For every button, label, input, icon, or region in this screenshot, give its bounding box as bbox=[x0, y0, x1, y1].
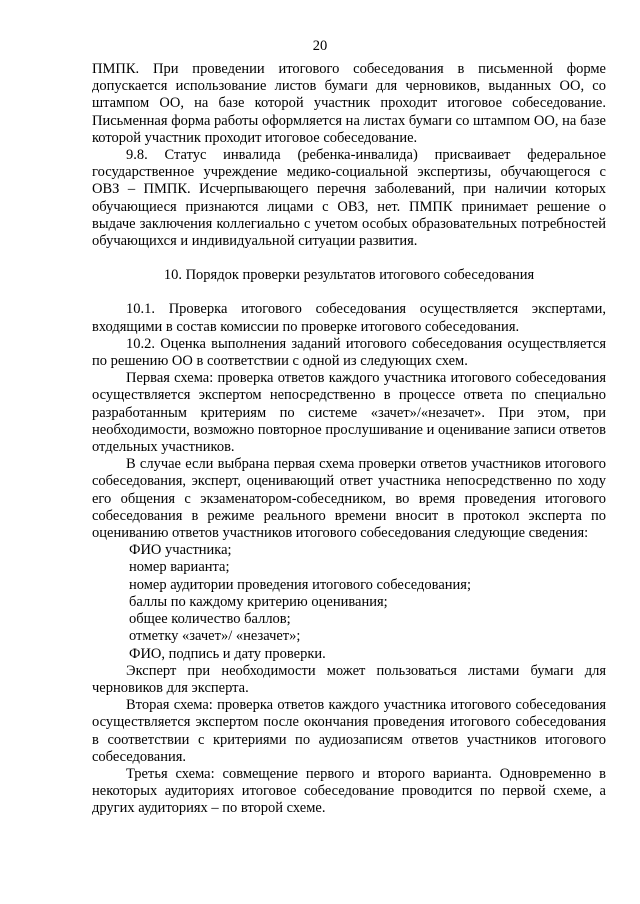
paragraph-9-8: 9.8. Статус инвалида (ребенка-инвалида) присваивает федеральное государственное учреждение медико-социальной экспертизы, обучающегося с ОВЗ – ПМПК. Исчерпывающего перечня заболеваний, при наличии которых обучающиеся признаются лицами с ОВЗ, нет. ПМПК принимает решение о выдаче заключения коллегиально с учетом особых образовательных потребностей обучающихся и индивидуальной ситуации развития. bbox=[92, 147, 606, 250]
paragraph-10-2: 10.2. Оценка выполнения заданий итогового собеседования осуществляется по решению ОО в соответствии с одной из следующих схем. bbox=[92, 335, 606, 370]
paragraph-first-scheme: Первая схема: проверка ответов каждого участника итогового собеседования осуществляется экспертом непосредственно в процессе ответа по специально разработанным критериям по системе «зачет»/«незачет». При этом, при необходимости, возможно повторное прослушивание и оценивание записи ответов отдельных участников. bbox=[92, 370, 606, 456]
page-number: 20 bbox=[312, 38, 328, 54]
list-item: баллы по каждому критерию оценивания; bbox=[129, 593, 388, 610]
paragraph-pmpk-written-form: ПМПК. При проведении итогового собеседования в письменной форме допускается использование листов бумаги для черновиков, выданных ОО, со штампом ОО, на базе которой участник проходит итоговое собеседование. Письменная форма работы оформляется на листах бумаги со штампом ОО, на базе которой участник проходит итоговое собеседование. bbox=[92, 61, 606, 146]
document-body bbox=[92, 61, 606, 818]
list-item: номер аудитории проведения итогового собеседования; bbox=[129, 576, 471, 593]
paragraph-third-scheme: Третья схема: совмещение первого и второго варианта. Одновременно в некоторых аудиториях итоговое собеседование проводится по первой схеме, а других аудиториях – по второй схеме. bbox=[92, 765, 606, 817]
paragraph-second-scheme: Вторая схема: проверка ответов каждого участника итогового собеседования осуществляется экспертом после окончания проведения итогового собеседования в соответствии с критериями по аудиозаписям ответов участников итогового собеседования. bbox=[92, 697, 606, 765]
list-item: ФИО участника; bbox=[129, 542, 232, 559]
paragraph-first-scheme-details: В случае если выбрана первая схема проверки ответов участников итогового собеседования, эксперт, оценивающий ответ участника непосредственно по ходу его общения с экзаменатором-собеседником, во время проведения итогового собеседования в режиме реального времени вносит в протокол эксперта по оцениванию ответов участников итогового собеседования следующие сведения: bbox=[92, 456, 606, 542]
list-item: ФИО, подпись и дату проверки. bbox=[129, 645, 326, 662]
list-item: отметку «зачет»/ «незачет»; bbox=[129, 628, 301, 645]
list-item: номер варианта; bbox=[129, 559, 230, 576]
list-item: общее количество баллов; bbox=[129, 611, 291, 628]
section-heading-10: 10. Порядок проверки результатов итогового собеседования bbox=[163, 267, 535, 284]
paragraph-10-1: 10.1. Проверка итогового собеседования осуществляется экспертами, входящими в состав комиссии по проверке итогового собеседования. bbox=[92, 301, 606, 335]
paragraph-expert-drafts: Эксперт при необходимости может пользоваться листами бумаги для черновиков для эксперта. bbox=[92, 662, 606, 696]
